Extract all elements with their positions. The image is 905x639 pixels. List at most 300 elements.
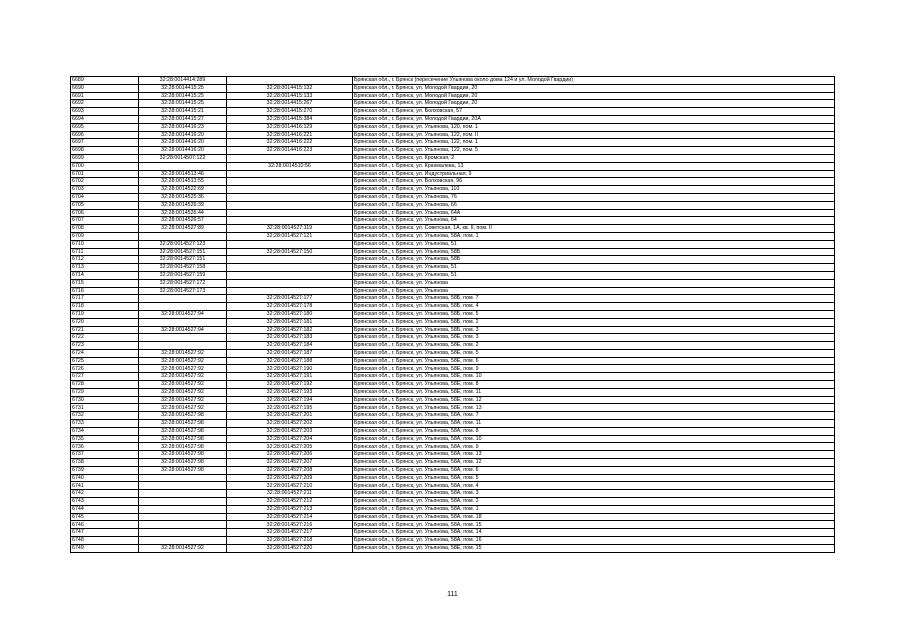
- parcel-number-cell: 32:28:0014513:55: [139, 178, 227, 186]
- object-number-cell: [227, 217, 353, 225]
- parcel-number-cell: 32:28:0014527:172: [139, 279, 227, 287]
- object-number-cell: 32:28:0014527:194: [227, 396, 353, 404]
- address-cell: Брянская обл., г. Брянск, ул. Ульянова, 58А, пом. 16: [353, 537, 835, 545]
- table-row: [71, 264, 835, 272]
- object-number-cell: 32:28:0014527:203: [227, 427, 353, 435]
- row-number-cell: 6693: [71, 108, 139, 116]
- parcel-number-cell: 32:28:0014527:92: [139, 404, 227, 412]
- table-row: [71, 170, 835, 178]
- row-number-cell: 6696: [71, 131, 139, 139]
- address-cell: Брянская обл., г. Брянск, ул. Ульянова, 58Е, пом. 8: [353, 381, 835, 389]
- table-row: [71, 513, 835, 521]
- object-number-cell: 32:28:0014527:214: [227, 513, 353, 521]
- object-number-cell: 32:28:0014527:220: [227, 544, 353, 552]
- parcel-number-cell: 32:28:0014416:20: [139, 139, 227, 147]
- row-number-cell: 6706: [71, 209, 139, 217]
- table-row: [71, 544, 835, 552]
- table-row: [71, 521, 835, 529]
- object-number-cell: 32:28:0014527:207: [227, 459, 353, 467]
- object-number-cell: 32:28:0014527:182: [227, 326, 353, 334]
- address-cell: Брянская обл., г. Брянск, ул. Ульянова, 58А, пом. 9: [353, 443, 835, 451]
- table-row: [71, 498, 835, 506]
- table-row: [71, 435, 835, 443]
- object-number-cell: 32:28:0014415:132: [227, 84, 353, 92]
- parcel-number-cell: 32:28:0014527:98: [139, 459, 227, 467]
- address-cell: Брянская обл., г. Брянск, ул. Ульянова, 58А, пом. 7: [353, 412, 835, 420]
- address-cell: Брянская обл., г. Брянск, ул. Индустриальная, 9: [353, 170, 835, 178]
- parcel-number-cell: [139, 232, 227, 240]
- parcel-number-cell: 32:28:0014527:92: [139, 396, 227, 404]
- table-row: [71, 326, 835, 334]
- row-number-cell: 6703: [71, 186, 139, 194]
- parcel-number-cell: 32:28:0014527:151: [139, 248, 227, 256]
- object-number-cell: [227, 256, 353, 264]
- parcel-number-cell: 32:28:0014527:98: [139, 427, 227, 435]
- object-number-cell: 32:28:0014527:178: [227, 303, 353, 311]
- object-number-cell: 32:28:0014527:212: [227, 498, 353, 506]
- parcel-number-cell: 32:28:0014527:151: [139, 256, 227, 264]
- object-number-cell: 32:28:0014527:195: [227, 404, 353, 412]
- parcel-number-cell: [139, 295, 227, 303]
- row-number-cell: 6745: [71, 513, 139, 521]
- table-row: [71, 529, 835, 537]
- address-cell: Брянская обл., г. Брянск, ул. Ульянова, 58Е, пом. 2: [353, 342, 835, 350]
- object-number-cell: 32:28:0014416:223: [227, 147, 353, 155]
- address-cell: Брянская обл., г. Брянск, ул. Ульянова, 76: [353, 193, 835, 201]
- address-cell: Брянская обл., г. Брянск, ул. Ульянова, 58А, пом. 1: [353, 232, 835, 240]
- object-number-cell: 32:28:0014527:180: [227, 310, 353, 318]
- row-number-cell: 6702: [71, 178, 139, 186]
- table-row: [71, 365, 835, 373]
- address-cell: Брянская обл., г. Брянск, ул. Ульянова, 58А, пом. 8: [353, 427, 835, 435]
- parcel-number-cell: 32:28:0014527:158: [139, 264, 227, 272]
- object-number-cell: 32:28:0014415:384: [227, 115, 353, 123]
- table-row: [71, 147, 835, 155]
- parcel-number-cell: 32:28:0014527:94: [139, 326, 227, 334]
- parcel-number-cell: 32:28:0014527:98: [139, 443, 227, 451]
- address-cell: Брянская обл., г. Брянск, ул. Ульянова, 58А, пом. 2: [353, 498, 835, 506]
- parcel-number-cell: 32:28:0014526:57: [139, 217, 227, 225]
- address-cell: Брянская обл., г. Брянск, ул. Ульянова, 58Б: [353, 248, 835, 256]
- object-number-cell: [227, 186, 353, 194]
- address-cell: Брянская обл., г. Брянск, ул. Ульянова, 51: [353, 240, 835, 248]
- object-number-cell: 32:28:0014527:208: [227, 466, 353, 474]
- table-row: [71, 466, 835, 474]
- object-number-cell: [227, 193, 353, 201]
- object-number-cell: 32:28:0014527:206: [227, 451, 353, 459]
- object-number-cell: [227, 279, 353, 287]
- cadastral-table: [70, 76, 835, 553]
- table-row: [71, 162, 835, 170]
- address-cell: Брянская обл., г. Брянск, ул. Ульянова, 122, пом. II: [353, 131, 835, 139]
- object-number-cell: 32:28:0014527:188: [227, 357, 353, 365]
- object-number-cell: 32:28:0014527:181: [227, 318, 353, 326]
- row-number-cell: 6707: [71, 217, 139, 225]
- table-row: [71, 193, 835, 201]
- address-cell: Брянская обл., г. Брянск, ул. Ульянова, 58Е, пом. 10: [353, 373, 835, 381]
- row-number-cell: 6735: [71, 435, 139, 443]
- address-cell: Брянская обл., г. Брянск, ул. Ульянова, 58А, пом. 18: [353, 513, 835, 521]
- parcel-number-cell: [139, 537, 227, 545]
- row-number-cell: 6722: [71, 334, 139, 342]
- address-cell: Брянская обл., г. Брянск, ул. Ульянова, 51: [353, 264, 835, 272]
- table-row: [71, 310, 835, 318]
- object-number-cell: 32:28:0014527:201: [227, 412, 353, 420]
- table-row: [71, 100, 835, 108]
- row-number-cell: 6689: [71, 77, 139, 85]
- object-number-cell: 32:28:0014527:211: [227, 490, 353, 498]
- table-row: [71, 404, 835, 412]
- row-number-cell: 6701: [71, 170, 139, 178]
- parcel-number-cell: 32:28:0014527:98: [139, 435, 227, 443]
- address-cell: Брянская обл., г. Брянск, ул. Ульянова, 66: [353, 201, 835, 209]
- parcel-number-cell: [139, 334, 227, 342]
- address-cell: Брянская обл., г. Брянск, ул. Болховская, 96: [353, 178, 835, 186]
- parcel-number-cell: 32:28:0014527:98: [139, 412, 227, 420]
- row-number-cell: 6727: [71, 373, 139, 381]
- row-number-cell: 6690: [71, 84, 139, 92]
- address-cell: Брянская обл., г. Брянск, ул. Ульянова: [353, 279, 835, 287]
- parcel-number-cell: [139, 513, 227, 521]
- table-row: [71, 474, 835, 482]
- table-row: [71, 139, 835, 147]
- table-row: [71, 201, 835, 209]
- row-number-cell: 6730: [71, 396, 139, 404]
- address-cell: Брянская обл., г. Брянск, ул. Ульянова, 58Е, пом. 13: [353, 404, 835, 412]
- object-number-cell: [227, 264, 353, 272]
- parcel-number-cell: 32:28:0014527:94: [139, 310, 227, 318]
- object-number-cell: [227, 154, 353, 162]
- table-row: [71, 123, 835, 131]
- parcel-number-cell: 32:28:0014416:20: [139, 147, 227, 155]
- address-cell: Брянская обл., г. Брянск, ул. Ульянова, 58Е, пом. 5: [353, 349, 835, 357]
- table-row: [71, 131, 835, 139]
- address-cell: Брянская обл., г. Брянск, ул. Молодой Гвардии, 20А: [353, 115, 835, 123]
- table-row: [71, 459, 835, 467]
- object-number-cell: 32:28:0014527:204: [227, 435, 353, 443]
- row-number-cell: 6742: [71, 490, 139, 498]
- address-cell: Брянская обл., г. Брянск, ул. Молодой Гвардии, 20: [353, 92, 835, 100]
- row-number-cell: 6746: [71, 521, 139, 529]
- parcel-number-cell: 32:28:0014415:25: [139, 100, 227, 108]
- address-cell: Брянская обл., г. Брянск, ул. Ульянова, 58Б, пом. 5: [353, 310, 835, 318]
- parcel-number-cell: 32:28:0014526:39: [139, 201, 227, 209]
- row-number-cell: 6715: [71, 279, 139, 287]
- address-cell: Брянская обл., г. Брянск, ул. Ульянова, 58А, пом. 4: [353, 482, 835, 490]
- address-cell: Брянская обл., г. Брянск, ул. Ульянова, 58А, пом. 3: [353, 490, 835, 498]
- table-row: [71, 381, 835, 389]
- table-row: [71, 349, 835, 357]
- table-row: [71, 240, 835, 248]
- row-number-cell: 6719: [71, 310, 139, 318]
- address-cell: Брянская обл., г. Брянск, ул. Ульянова, 58А, пом. 6: [353, 466, 835, 474]
- address-cell: Брянская обл., г. Брянск, ул. Ульянова, 58Б: [353, 256, 835, 264]
- object-number-cell: 32:28:0014527:213: [227, 505, 353, 513]
- row-number-cell: 6716: [71, 287, 139, 295]
- table-row: [71, 373, 835, 381]
- address-cell: Брянская обл., г. Брянск, ул. Ульянова, 58Е, пом. 6: [353, 357, 835, 365]
- row-number-cell: 6740: [71, 474, 139, 482]
- parcel-number-cell: [139, 162, 227, 170]
- parcel-number-cell: 32:28:0014522:69: [139, 186, 227, 194]
- parcel-number-cell: [139, 490, 227, 498]
- row-number-cell: 6744: [71, 505, 139, 513]
- address-cell: Брянская обл., г. Брянск, ул. Ульянова, 120, пом. 1: [353, 123, 835, 131]
- row-number-cell: 6692: [71, 100, 139, 108]
- parcel-number-cell: 32:28:0014527:159: [139, 271, 227, 279]
- parcel-number-cell: [139, 498, 227, 506]
- row-number-cell: 6713: [71, 264, 139, 272]
- address-cell: Брянская обл., г. Брянск (пересечение Ульянова около дома 124 и ул. Молодой Гвардии): [353, 77, 835, 85]
- row-number-cell: 6723: [71, 342, 139, 350]
- address-cell: Брянская обл., г. Брянск, ул. Ульянова, 58А, пом. 10: [353, 435, 835, 443]
- row-number-cell: 6729: [71, 388, 139, 396]
- parcel-number-cell: 32:28:0014414:289: [139, 77, 227, 85]
- table-row: [71, 232, 835, 240]
- table-row: [71, 505, 835, 513]
- object-number-cell: 32:28:0014527:192: [227, 381, 353, 389]
- parcel-number-cell: 32:28:0014527:123: [139, 240, 227, 248]
- row-number-cell: 6697: [71, 139, 139, 147]
- object-number-cell: 32:28:0014527:202: [227, 420, 353, 428]
- table-row: [71, 318, 835, 326]
- object-number-cell: 32:28:0014527:216: [227, 521, 353, 529]
- object-number-cell: [227, 201, 353, 209]
- address-cell: Брянская обл., г. Брянск, ул. Советская, 1А, кв. II, пом. II: [353, 225, 835, 233]
- object-number-cell: 32:28:0014527:183: [227, 334, 353, 342]
- parcel-number-cell: 32:28:0014527:92: [139, 373, 227, 381]
- row-number-cell: 6704: [71, 193, 139, 201]
- table-row: [71, 271, 835, 279]
- row-number-cell: 6734: [71, 427, 139, 435]
- parcel-number-cell: 32:28:0014415:21: [139, 108, 227, 116]
- object-number-cell: 32:28:0014527:210: [227, 482, 353, 490]
- page-number: 111: [447, 591, 458, 598]
- table-row: [71, 84, 835, 92]
- object-number-cell: [227, 287, 353, 295]
- table-row: [71, 412, 835, 420]
- object-number-cell: 32:28:0014527:190: [227, 365, 353, 373]
- parcel-number-cell: [139, 482, 227, 490]
- table-row: [71, 186, 835, 194]
- parcel-number-cell: [139, 474, 227, 482]
- table-row: [71, 154, 835, 162]
- object-number-cell: [227, 209, 353, 217]
- parcel-number-cell: 32:28:0014415:25: [139, 92, 227, 100]
- table-row: [71, 420, 835, 428]
- address-cell: Брянская обл., г. Брянск, ул. Ульянова, 58Е, пом. 12: [353, 396, 835, 404]
- row-number-cell: 6733: [71, 420, 139, 428]
- table-row: [71, 92, 835, 100]
- row-number-cell: 6720: [71, 318, 139, 326]
- table-row: [71, 357, 835, 365]
- row-number-cell: 6700: [71, 162, 139, 170]
- object-number-cell: 32:28:0014527:193: [227, 388, 353, 396]
- address-cell: Брянская обл., г. Брянск, ул. Ульянова, 58Б, пом. 7: [353, 295, 835, 303]
- parcel-number-cell: [139, 529, 227, 537]
- address-cell: Брянская обл., г. Брянск, ул. Ульянова, 58А, пом. 13: [353, 451, 835, 459]
- address-cell: Брянская обл., г. Брянск, ул. Ульянова, 58А, пом. 12: [353, 459, 835, 467]
- parcel-number-cell: [139, 505, 227, 513]
- address-cell: Брянская обл., г. Брянск, ул. Ульянова, 58А, пом. 5: [353, 474, 835, 482]
- parcel-number-cell: 32:28:0014527:98: [139, 420, 227, 428]
- object-number-cell: 32:28:0014527:150: [227, 248, 353, 256]
- object-number-cell: 32:28:0014527:217: [227, 529, 353, 537]
- address-cell: Брянская обл., г. Брянск, ул. Крахмалева, 13: [353, 162, 835, 170]
- row-number-cell: 6736: [71, 443, 139, 451]
- parcel-number-cell: 32:28:0014507:122: [139, 154, 227, 162]
- parcel-number-cell: 32:28:0014416:23: [139, 123, 227, 131]
- address-cell: Брянская обл., г. Брянск, ул. Ульянова, 58А, пом. 1: [353, 505, 835, 513]
- address-cell: Брянская обл., г. Брянск, ул. Молодой Гвардии, 20: [353, 84, 835, 92]
- parcel-number-cell: 32:28:0014527:92: [139, 349, 227, 357]
- row-number-cell: 6741: [71, 482, 139, 490]
- object-number-cell: 32:28:0014527:209: [227, 474, 353, 482]
- parcel-number-cell: 32:28:0014513:46: [139, 170, 227, 178]
- table-row: [71, 451, 835, 459]
- row-number-cell: 6695: [71, 123, 139, 131]
- row-number-cell: 6709: [71, 232, 139, 240]
- table-row: [71, 217, 835, 225]
- row-number-cell: 6721: [71, 326, 139, 334]
- row-number-cell: 6748: [71, 537, 139, 545]
- row-number-cell: 6694: [71, 115, 139, 123]
- row-number-cell: 6743: [71, 498, 139, 506]
- row-number-cell: 6724: [71, 349, 139, 357]
- object-number-cell: 32:28:0014415:270: [227, 108, 353, 116]
- table-row: [71, 537, 835, 545]
- address-cell: Брянская обл., г. Брянск, ул. Ульянова, 110: [353, 186, 835, 194]
- parcel-number-cell: 32:28:0014527:98: [139, 466, 227, 474]
- object-number-cell: 32:28:0014416:221: [227, 131, 353, 139]
- address-cell: Брянская обл., г. Брянск, ул. Ульянова, 122, пом. 5: [353, 147, 835, 155]
- address-cell: Брянская обл., г. Брянск, ул. Кромская, 2: [353, 154, 835, 162]
- row-number-cell: 6717: [71, 295, 139, 303]
- row-number-cell: 6698: [71, 147, 139, 155]
- row-number-cell: 6732: [71, 412, 139, 420]
- parcel-number-cell: 32:28:0014527:89: [139, 225, 227, 233]
- address-cell: Брянская обл., г. Брянск, ул. Ульянова: [353, 287, 835, 295]
- object-number-cell: 32:28:0014527:177: [227, 295, 353, 303]
- row-number-cell: 6714: [71, 271, 139, 279]
- row-number-cell: 6725: [71, 357, 139, 365]
- row-number-cell: 6699: [71, 154, 139, 162]
- object-number-cell: 32:28:0014527:121: [227, 232, 353, 240]
- table-row: [71, 388, 835, 396]
- parcel-number-cell: 32:28:0014527:92: [139, 365, 227, 373]
- parcel-number-cell: [139, 342, 227, 350]
- object-number-cell: 32:28:0014527:205: [227, 443, 353, 451]
- row-number-cell: 6731: [71, 404, 139, 412]
- address-cell: Брянская обл., г. Брянск, ул. Ульянова, 58А, пом. 15: [353, 521, 835, 529]
- address-cell: Брянская обл., г. Брянск, ул. Ульянова, 58Е, пом. 9: [353, 365, 835, 373]
- table-row: [71, 482, 835, 490]
- object-number-cell: [227, 271, 353, 279]
- row-number-cell: 6728: [71, 381, 139, 389]
- table-row: [71, 490, 835, 498]
- address-cell: Брянская обл., г. Брянск, ул. Ульянова, 58Б, пом. 3: [353, 326, 835, 334]
- table-row: [71, 295, 835, 303]
- object-number-cell: 32:28:0014416:222: [227, 139, 353, 147]
- object-number-cell: 32:28:0014510:56: [227, 162, 353, 170]
- table-body: [71, 77, 835, 553]
- row-number-cell: 6738: [71, 459, 139, 467]
- object-number-cell: 32:28:0014416:129: [227, 123, 353, 131]
- object-number-cell: 32:28:0014527:187: [227, 349, 353, 357]
- address-cell: Брянская обл., г. Брянск, ул. Молодой Гвардии, 20: [353, 100, 835, 108]
- table-row: [71, 108, 835, 116]
- address-cell: Брянская обл., г. Брянск, ул. Болховская, 57: [353, 108, 835, 116]
- parcel-number-cell: 32:28:0014527:98: [139, 451, 227, 459]
- object-number-cell: 32:28:0014527:218: [227, 537, 353, 545]
- address-cell: Брянская обл., г. Брянск, ул. Ульянова, 58Е, пом. 11: [353, 388, 835, 396]
- row-number-cell: 6749: [71, 544, 139, 552]
- table-row: [71, 77, 835, 85]
- parcel-number-cell: 32:28:0014415:27: [139, 115, 227, 123]
- object-number-cell: 32:28:0014415:133: [227, 92, 353, 100]
- row-number-cell: 6726: [71, 365, 139, 373]
- address-cell: Брянская обл., г. Брянск, ул. Ульянова, 122, пом. 1: [353, 139, 835, 147]
- table-row: [71, 287, 835, 295]
- table-row: [71, 396, 835, 404]
- address-cell: Брянская обл., г. Брянск, ул. Ульянова, 51: [353, 271, 835, 279]
- parcel-number-cell: [139, 303, 227, 311]
- table-row: [71, 279, 835, 287]
- row-number-cell: 6712: [71, 256, 139, 264]
- table-row: [71, 256, 835, 264]
- address-cell: Брянская обл., г. Брянск, ул. Ульянова, 58А, пом. 11: [353, 420, 835, 428]
- address-cell: Брянская обл., г. Брянск, ул. Ульянова, 58Е, пом. 3: [353, 334, 835, 342]
- table-row: [71, 248, 835, 256]
- object-number-cell: 32:28:0014527:184: [227, 342, 353, 350]
- table-row: [71, 334, 835, 342]
- object-number-cell: 32:28:0014527:119: [227, 225, 353, 233]
- parcel-number-cell: 32:28:0014525:36: [139, 193, 227, 201]
- parcel-number-cell: [139, 318, 227, 326]
- object-number-cell: 32:28:0014415:267: [227, 100, 353, 108]
- parcel-number-cell: 32:28:0014416:20: [139, 131, 227, 139]
- row-number-cell: 6718: [71, 303, 139, 311]
- table-row: [71, 178, 835, 186]
- table-row: [71, 209, 835, 217]
- object-number-cell: [227, 240, 353, 248]
- address-cell: Брянская обл., г. Брянск, ул. Ульянова, 58А, пом. 14: [353, 529, 835, 537]
- table-row: [71, 443, 835, 451]
- row-number-cell: 6747: [71, 529, 139, 537]
- address-cell: Брянская обл., г. Брянск, ул. Ульянова, 64А: [353, 209, 835, 217]
- row-number-cell: 6708: [71, 225, 139, 233]
- address-cell: Брянская обл., г. Брянск, ул. Ульянова, 64: [353, 217, 835, 225]
- row-number-cell: 6710: [71, 240, 139, 248]
- address-cell: Брянская обл., г. Брянск, ул. Ульянова, 58Е, пом. 15: [353, 544, 835, 552]
- address-cell: Брянская обл., г. Брянск, ул. Ульянова, 58Б, пом. 4: [353, 303, 835, 311]
- table-row: [71, 115, 835, 123]
- parcel-number-cell: 32:28:0014527:92: [139, 381, 227, 389]
- object-number-cell: [227, 77, 353, 85]
- parcel-number-cell: 32:28:0014526:44: [139, 209, 227, 217]
- object-number-cell: [227, 178, 353, 186]
- parcel-number-cell: 32:28:0014527:92: [139, 388, 227, 396]
- object-number-cell: 32:28:0014527:191: [227, 373, 353, 381]
- row-number-cell: 6737: [71, 451, 139, 459]
- row-number-cell: 6691: [71, 92, 139, 100]
- row-number-cell: 6739: [71, 466, 139, 474]
- parcel-number-cell: 32:28:0014527:92: [139, 544, 227, 552]
- row-number-cell: 6705: [71, 201, 139, 209]
- object-number-cell: [227, 170, 353, 178]
- table-row: [71, 342, 835, 350]
- parcel-number-cell: 32:28:0014527:92: [139, 357, 227, 365]
